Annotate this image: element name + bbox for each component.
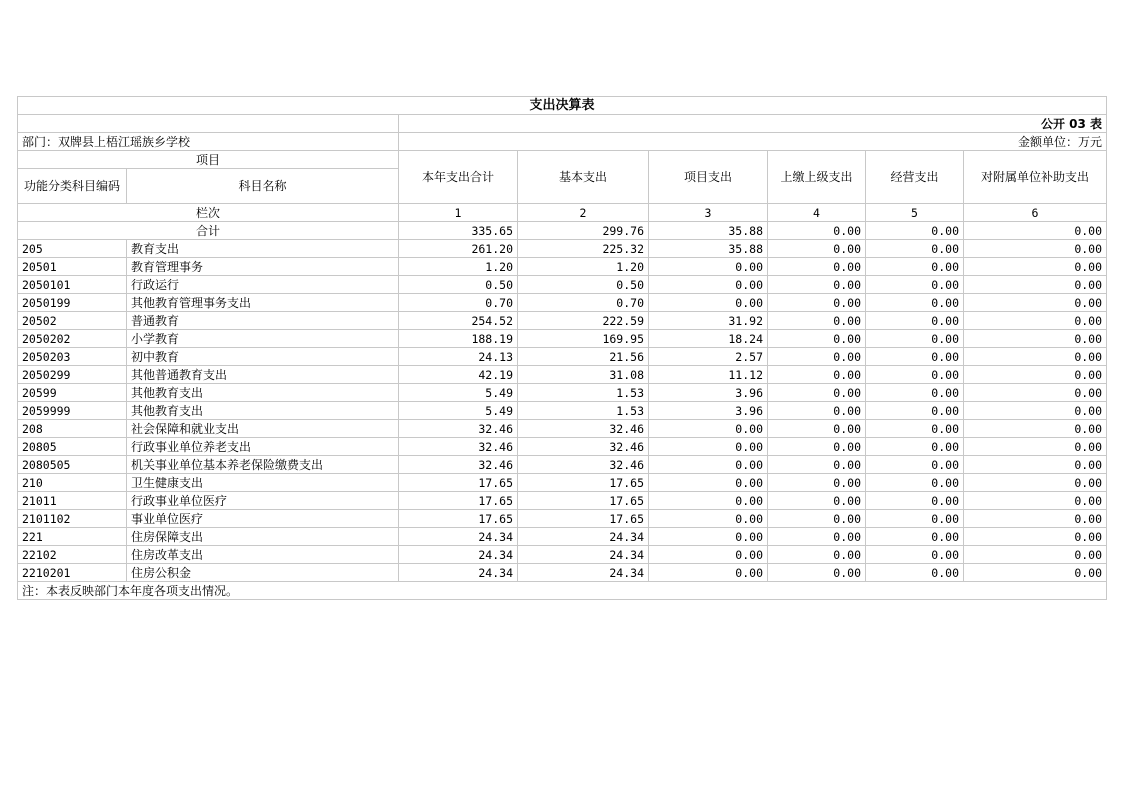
row-value: 1.53 xyxy=(518,402,649,420)
row-value: 24.13 xyxy=(399,348,518,366)
row-value: 0.00 xyxy=(964,240,1107,258)
row-value: 24.34 xyxy=(518,528,649,546)
row-code: 205 xyxy=(18,240,127,258)
row-value: 2.57 xyxy=(649,348,768,366)
row-name: 其他教育管理事务支出 xyxy=(127,294,399,312)
table-row xyxy=(18,348,1107,366)
total-value: 35.88 xyxy=(649,222,768,240)
row-value: 17.65 xyxy=(399,510,518,528)
row-value: 0.00 xyxy=(866,474,964,492)
row-code: 22102 xyxy=(18,546,127,564)
row-name: 小学教育 xyxy=(127,330,399,348)
row-name: 普通教育 xyxy=(127,312,399,330)
row-value: 0.00 xyxy=(964,492,1107,510)
row-value: 0.00 xyxy=(964,510,1107,528)
row-value: 0.00 xyxy=(964,294,1107,312)
note-row xyxy=(18,582,1107,600)
row-code: 2059999 xyxy=(18,402,127,420)
column-index-3: 3 xyxy=(649,204,768,222)
row-name: 社会保障和就业支出 xyxy=(127,420,399,438)
row-value: 0.00 xyxy=(649,564,768,582)
row-value: 0.50 xyxy=(399,276,518,294)
row-value: 0.00 xyxy=(768,456,866,474)
row-value: 0.00 xyxy=(866,528,964,546)
row-value: 5.49 xyxy=(399,402,518,420)
table-row xyxy=(18,312,1107,330)
row-value: 0.00 xyxy=(768,240,866,258)
table-row xyxy=(18,276,1107,294)
row-value: 3.96 xyxy=(649,384,768,402)
header-upper: 上缴上级支出 xyxy=(768,151,866,204)
row-code: 210 xyxy=(18,474,127,492)
row-value: 0.00 xyxy=(649,528,768,546)
row-value: 225.32 xyxy=(518,240,649,258)
row-value: 0.00 xyxy=(964,276,1107,294)
row-value: 32.46 xyxy=(518,456,649,474)
row-value: 0.00 xyxy=(866,456,964,474)
row-value: 0.00 xyxy=(964,348,1107,366)
row-value: 32.46 xyxy=(518,420,649,438)
row-value: 3.96 xyxy=(649,402,768,420)
row-name: 初中教育 xyxy=(127,348,399,366)
row-name: 教育管理事务 xyxy=(127,258,399,276)
table-note: 注：本表反映部门本年度各项支出情况。 xyxy=(18,582,1107,600)
row-value: 0.00 xyxy=(866,438,964,456)
table-row xyxy=(18,294,1107,312)
row-value: 0.00 xyxy=(768,348,866,366)
row-code: 2050101 xyxy=(18,276,127,294)
row-value: 0.00 xyxy=(866,348,964,366)
row-value: 0.00 xyxy=(768,384,866,402)
row-code: 2050199 xyxy=(18,294,127,312)
row-code: 20502 xyxy=(18,312,127,330)
table-row xyxy=(18,456,1107,474)
unit-label: 金额单位：万元 xyxy=(399,133,1107,151)
table-row xyxy=(18,510,1107,528)
row-code: 2080505 xyxy=(18,456,127,474)
row-value: 0.00 xyxy=(649,258,768,276)
row-value: 0.00 xyxy=(964,564,1107,582)
total-value: 299.76 xyxy=(518,222,649,240)
row-value: 0.00 xyxy=(866,240,964,258)
row-code: 2050203 xyxy=(18,348,127,366)
row-value: 0.00 xyxy=(768,528,866,546)
row-name: 住房公积金 xyxy=(127,564,399,582)
table-row xyxy=(18,240,1107,258)
row-name: 卫生健康支出 xyxy=(127,474,399,492)
row-value: 0.00 xyxy=(964,258,1107,276)
column-index-label: 栏次 xyxy=(18,204,399,222)
row-value: 0.00 xyxy=(964,312,1107,330)
total-value: 0.00 xyxy=(768,222,866,240)
row-value: 24.34 xyxy=(399,564,518,582)
department-row xyxy=(18,133,1107,151)
row-value: 0.00 xyxy=(649,474,768,492)
department-label: 部门：双牌县上梧江瑶族乡学校 xyxy=(18,133,399,151)
row-value: 0.00 xyxy=(649,438,768,456)
row-value: 0.00 xyxy=(649,510,768,528)
row-value: 24.34 xyxy=(399,528,518,546)
row-value: 0.00 xyxy=(649,276,768,294)
column-index-2: 2 xyxy=(518,204,649,222)
row-value: 0.00 xyxy=(866,546,964,564)
total-value: 335.65 xyxy=(399,222,518,240)
table-row xyxy=(18,384,1107,402)
row-value: 17.65 xyxy=(518,492,649,510)
row-value: 0.00 xyxy=(649,456,768,474)
row-value: 17.65 xyxy=(399,474,518,492)
table-number: 公开 03 表 xyxy=(399,115,1107,133)
row-value: 0.00 xyxy=(649,420,768,438)
row-value: 0.00 xyxy=(768,276,866,294)
row-code: 221 xyxy=(18,528,127,546)
row-value: 0.00 xyxy=(768,366,866,384)
row-value: 0.70 xyxy=(518,294,649,312)
header-operation: 经营支出 xyxy=(866,151,964,204)
row-value: 1.20 xyxy=(518,258,649,276)
row-name: 其他教育支出 xyxy=(127,402,399,420)
row-value: 24.34 xyxy=(518,564,649,582)
header-subsidy: 对附属单位补助支出 xyxy=(964,151,1107,204)
row-value: 17.65 xyxy=(518,510,649,528)
row-value: 169.95 xyxy=(518,330,649,348)
row-name: 事业单位医疗 xyxy=(127,510,399,528)
row-code: 2050202 xyxy=(18,330,127,348)
row-code: 20599 xyxy=(18,384,127,402)
row-value: 222.59 xyxy=(518,312,649,330)
row-value: 0.70 xyxy=(399,294,518,312)
row-value: 0.00 xyxy=(866,312,964,330)
row-value: 0.00 xyxy=(768,510,866,528)
row-value: 0.00 xyxy=(964,402,1107,420)
row-name: 住房保障支出 xyxy=(127,528,399,546)
row-value: 0.00 xyxy=(866,510,964,528)
expenditure-sheet xyxy=(17,96,1106,600)
row-code: 2101102 xyxy=(18,510,127,528)
column-index-5: 5 xyxy=(866,204,964,222)
column-index-1: 1 xyxy=(399,204,518,222)
row-value: 1.53 xyxy=(518,384,649,402)
row-value: 0.00 xyxy=(866,492,964,510)
total-row xyxy=(18,222,1107,240)
row-code: 20501 xyxy=(18,258,127,276)
row-value: 42.19 xyxy=(399,366,518,384)
row-value: 0.00 xyxy=(768,294,866,312)
row-value: 0.00 xyxy=(649,546,768,564)
row-value: 0.50 xyxy=(518,276,649,294)
total-label: 合计 xyxy=(18,222,399,240)
row-value: 0.00 xyxy=(964,384,1107,402)
row-value: 31.08 xyxy=(518,366,649,384)
row-value: 0.00 xyxy=(768,546,866,564)
row-code: 20805 xyxy=(18,438,127,456)
header-basic: 基本支出 xyxy=(518,151,649,204)
row-name: 行政事业单位医疗 xyxy=(127,492,399,510)
row-value: 0.00 xyxy=(964,456,1107,474)
expenditure-table xyxy=(17,96,1107,600)
row-value: 24.34 xyxy=(518,546,649,564)
table-row xyxy=(18,366,1107,384)
table-row xyxy=(18,474,1107,492)
row-name: 其他普通教育支出 xyxy=(127,366,399,384)
row-code: 21011 xyxy=(18,492,127,510)
row-value: 0.00 xyxy=(768,564,866,582)
table-row xyxy=(18,258,1107,276)
row-code: 208 xyxy=(18,420,127,438)
row-value: 0.00 xyxy=(964,474,1107,492)
row-value: 0.00 xyxy=(964,366,1107,384)
header-row-1 xyxy=(18,151,1107,169)
row-value: 32.46 xyxy=(399,438,518,456)
row-value: 32.46 xyxy=(399,420,518,438)
table-row xyxy=(18,492,1107,510)
row-name: 行政事业单位养老支出 xyxy=(127,438,399,456)
row-value: 0.00 xyxy=(768,330,866,348)
row-value: 24.34 xyxy=(399,546,518,564)
row-value: 0.00 xyxy=(649,294,768,312)
column-index-row xyxy=(18,204,1107,222)
row-name: 机关事业单位基本养老保险缴费支出 xyxy=(127,456,399,474)
table-number-row xyxy=(18,115,1107,133)
column-index-6: 6 xyxy=(964,204,1107,222)
row-value: 18.24 xyxy=(649,330,768,348)
row-value: 0.00 xyxy=(964,420,1107,438)
row-value: 0.00 xyxy=(768,438,866,456)
row-name: 行政运行 xyxy=(127,276,399,294)
row-value: 0.00 xyxy=(964,546,1107,564)
column-index-4: 4 xyxy=(768,204,866,222)
row-value: 0.00 xyxy=(866,384,964,402)
table-row xyxy=(18,564,1107,582)
row-value: 0.00 xyxy=(768,420,866,438)
header-name: 科目名称 xyxy=(127,169,399,204)
row-value: 21.56 xyxy=(518,348,649,366)
row-name: 其他教育支出 xyxy=(127,384,399,402)
row-value: 0.00 xyxy=(866,564,964,582)
row-value: 32.46 xyxy=(399,456,518,474)
row-value: 0.00 xyxy=(866,402,964,420)
row-value: 0.00 xyxy=(768,312,866,330)
row-value: 0.00 xyxy=(866,420,964,438)
table-row xyxy=(18,420,1107,438)
row-value: 0.00 xyxy=(768,402,866,420)
row-name: 住房改革支出 xyxy=(127,546,399,564)
row-value: 32.46 xyxy=(518,438,649,456)
row-value: 11.12 xyxy=(649,366,768,384)
row-value: 1.20 xyxy=(399,258,518,276)
total-value: 0.00 xyxy=(866,222,964,240)
row-value: 0.00 xyxy=(964,528,1107,546)
table-row xyxy=(18,438,1107,456)
row-value: 0.00 xyxy=(768,474,866,492)
row-code: 2050299 xyxy=(18,366,127,384)
row-value: 254.52 xyxy=(399,312,518,330)
row-value: 0.00 xyxy=(964,330,1107,348)
table-row xyxy=(18,546,1107,564)
row-value: 17.65 xyxy=(399,492,518,510)
row-value: 17.65 xyxy=(518,474,649,492)
table-row xyxy=(18,330,1107,348)
row-value: 0.00 xyxy=(866,330,964,348)
header-total: 本年支出合计 xyxy=(399,151,518,204)
row-value: 0.00 xyxy=(866,258,964,276)
row-value: 0.00 xyxy=(964,438,1107,456)
row-value: 0.00 xyxy=(866,276,964,294)
table-title: 支出决算表 xyxy=(18,97,1107,115)
row-value: 5.49 xyxy=(399,384,518,402)
row-code: 2210201 xyxy=(18,564,127,582)
table-row xyxy=(18,528,1107,546)
row-value: 0.00 xyxy=(649,492,768,510)
row-name: 教育支出 xyxy=(127,240,399,258)
row-value: 0.00 xyxy=(866,366,964,384)
header-item: 项目 xyxy=(18,151,399,169)
row-value: 35.88 xyxy=(649,240,768,258)
row-value: 188.19 xyxy=(399,330,518,348)
total-value: 0.00 xyxy=(964,222,1107,240)
header-code: 功能分类科目编码 xyxy=(18,169,127,204)
row-value: 31.92 xyxy=(649,312,768,330)
row-value: 0.00 xyxy=(768,258,866,276)
row-value: 0.00 xyxy=(768,492,866,510)
table-number-spacer xyxy=(18,115,399,133)
title-row xyxy=(18,97,1107,115)
row-value: 261.20 xyxy=(399,240,518,258)
table-row xyxy=(18,402,1107,420)
row-value: 0.00 xyxy=(866,294,964,312)
header-project: 项目支出 xyxy=(649,151,768,204)
